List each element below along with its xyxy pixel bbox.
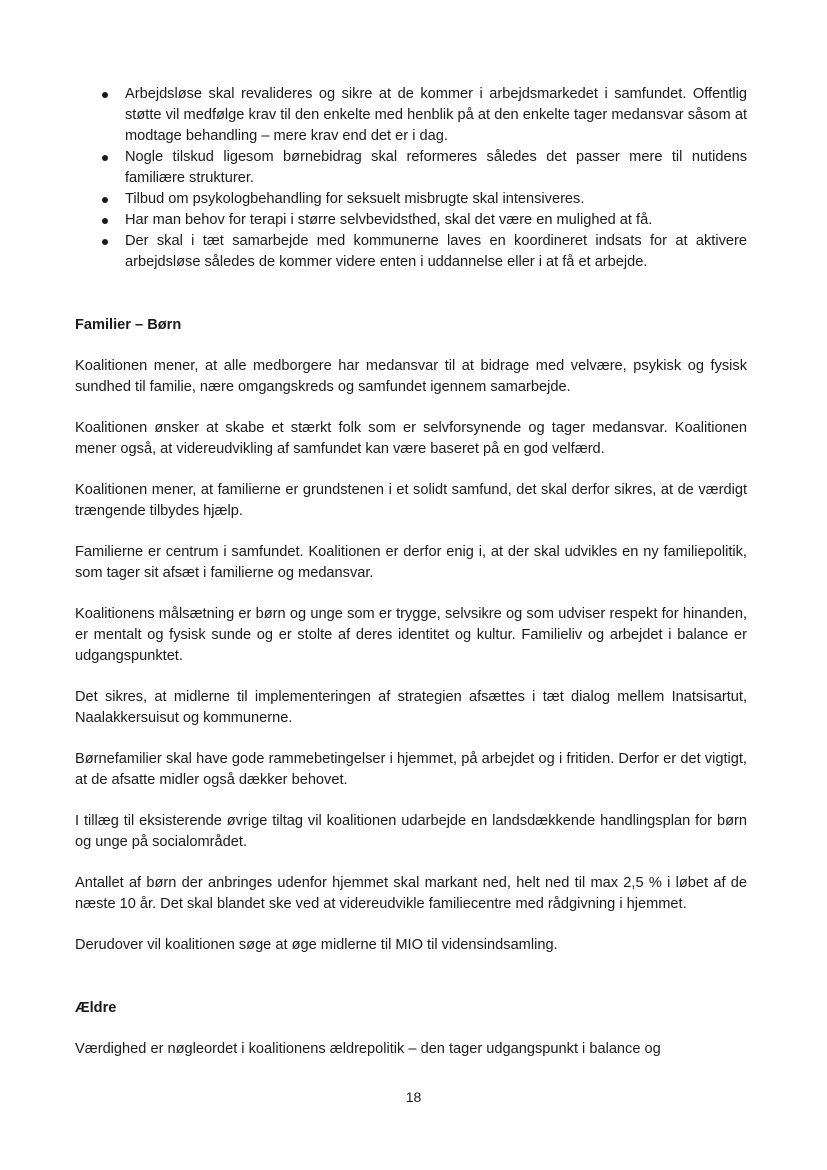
bullet-item <box>75 84 747 147</box>
bullet-item <box>75 147 747 189</box>
bullet-icon <box>102 155 108 161</box>
paragraph: Koalitionens målsætning er børn og unge som er trygge, selvsikre og som udviser respekt for hinanden, er mentalt og fysisk sunde og er stolte af deres identitet og kultur. Familieliv og arbejdet i balance er udgangspunktet. <box>75 606 747 664</box>
bullet-item <box>75 189 747 210</box>
bullet-icon <box>102 218 108 224</box>
paragraph: Koalitionen mener, at alle medborgere har medansvar til at bidrage med velvære, psykisk og fysisk sundhed til familie, nære omgangskreds og samfundet igennem samarbejde. <box>75 358 747 395</box>
bullet-icon <box>102 197 108 203</box>
bullet-text: Har man behov for terapi i større selvbevidsthed, skal det være en mulighed at få. <box>125 212 653 228</box>
paragraph: Det sikres, at midlerne til implementeringen af strategien afsættes i tæt dialog mellem Inatsisartut, Naalakkersuisut og kommunerne. <box>75 689 747 726</box>
bullet-text: Der skal i tæt samarbejde med kommunerne laves en koordineret indsats for at aktivere arbejdsløse således de kommer videre enten i uddannelse eller i at få et arbejde. <box>125 233 747 270</box>
paragraph: Familierne er centrum i samfundet. Koalitionen er derfor enig i, at der skal udvikles en ny familiepolitik, som tager sit afsæt i familierne og medansvar. <box>75 544 747 581</box>
bullet-item <box>75 231 747 273</box>
section-heading-familier: Familier – Børn <box>75 317 182 333</box>
paragraph: Koalitionen mener, at familierne er grundstenen i et solidt samfund, det skal derfor sikres, at de værdigt trængende tilbydes hjælp. <box>75 482 747 519</box>
bullet-icon <box>102 239 108 245</box>
bullet-text: Nogle tilskud ligesom børnebidrag skal reformeres således det passer mere til nutidens familiære strukturer. <box>125 149 747 186</box>
bullet-text: Tilbud om psykologbehandling for seksuelt misbrugte skal intensiveres. <box>125 191 585 207</box>
document-body <box>75 84 747 1060</box>
page-number: 18 <box>405 1089 422 1105</box>
bullet-icon <box>102 92 108 98</box>
paragraph: Derudover vil koalitionen søge at øge midlerne til MIO til vidensindsamling. <box>75 937 558 953</box>
bullet-text: Arbejdsløse skal revalideres og sikre at de kommer i arbejdsmarkedet i samfundet. Offentlig støtte vil medfølge krav til den enkelte med henblik på at den enkelte tager medansvar såsom at modtage behandling – mere krav end det er i dag. <box>125 86 747 144</box>
bullet-list <box>75 84 747 273</box>
bullet-item <box>75 210 747 231</box>
paragraph: Børnefamilier skal have gode rammebetingelser i hjemmet, på arbejdet og i fritiden. Derfor er det vigtigt, at de afsatte midler også dækker behovet. <box>75 751 747 788</box>
paragraph: Værdighed er nøgleordet i koalitionens ældrepolitik – den tager udgangspunkt i balance og <box>75 1041 661 1057</box>
paragraph: Koalitionen ønsker at skabe et stærkt folk som er selvforsynende og tager medansvar. Koalitionen mener også, at videreudvikling af samfundet kan være baseret på en god velfærd. <box>75 420 747 457</box>
paragraph: Antallet af børn der anbringes udenfor hjemmet skal markant ned, helt ned til max 2,5 % i løbet af de næste 10 år. Det skal blandet ske ved at videreudvikle familiecentre med rådgivning i hjemmet. <box>75 875 747 912</box>
section-heading-aeldre: Ældre <box>75 1000 117 1016</box>
paragraph: I tillæg til eksisterende øvrige tiltag vil koalitionen udarbejde en landsdækkende handlingsplan for børn og unge på socialområdet. <box>75 813 747 850</box>
